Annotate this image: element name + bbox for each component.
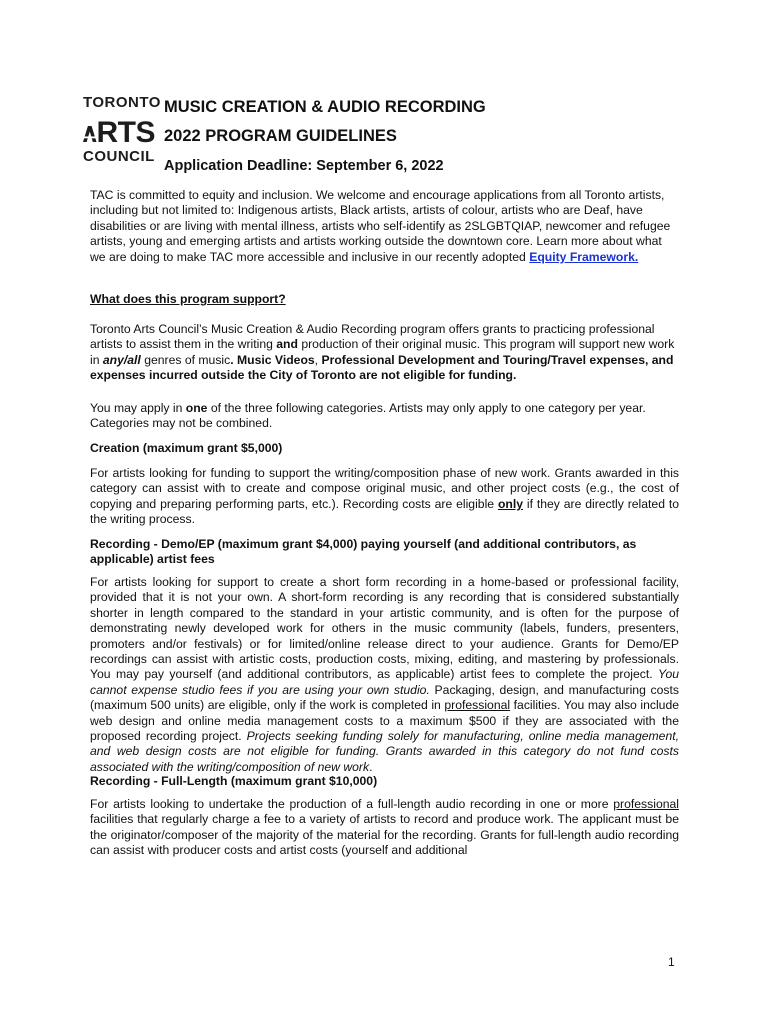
- support-not-eligible: Professional Development and Touring/Travel expenses, and expenses incurred outside the City of Toronto are not eligible for funding.: [90, 352, 674, 383]
- logo-text-rts: RTS: [96, 116, 155, 149]
- support-and-emphasis: and: [276, 337, 298, 352]
- categories-text-2: of the three following categories. Artists may only apply to one category per year. Categories may not be combined.: [90, 401, 646, 431]
- demo-text-1: For artists looking for support to create a short form recording in a home-based or professional facility, provided that it is not your own. A short-form recording is any recording that is considered substantially shorter in length compared to the standard in your artistic community, and is often for the purpose of demonstrating newly developed work for others in the music community (labels, funders, presenters, promoters and/or festivals) or for limited/online release direct to your audience. Grants for Demo/EP recordings can assist with artistic costs, production costs, mixing, editing, and mastering by professionals. You may pay yourself (and additional contributors, as applicable) artist fees to complete the project.: [90, 575, 679, 682]
- demo-professional: professional: [444, 698, 511, 713]
- demo-text-3: facilities. You may also include web design and online media management costs to a maximum $500 if they are associated with the proposed recording project.: [90, 698, 679, 744]
- equity-text: TAC is committed to equity and inclusion. We welcome and encourage applications from all Toronto artists, including but not limited to: Indigenous artists, Black artists, artists of colour, artists who are Deaf, have disabilities or are living with mental illness, artists who self-identify as 2SLGBTQIAP, newcomer and refugee artists, young and emerging artists and artists working outside the downtown core. Learn more about what we are doing to make TAC more accessible and inclusive in our recently adopted: [90, 188, 671, 264]
- categories-paragraph: [90, 401, 679, 441]
- document-header: [164, 93, 486, 176]
- equity-framework-link[interactable]: Equity Framework.: [529, 249, 639, 264]
- support-paragraph: [90, 322, 679, 401]
- creation-paragraph: [90, 466, 679, 537]
- full-professional: professional: [613, 797, 679, 811]
- support-text-3: genres of music: [140, 352, 231, 367]
- demo-studio-note: You cannot expense studio fees if you are using your own studio.: [90, 667, 679, 697]
- document-subtitle: 2022 PROGRAM GUIDELINES: [164, 127, 397, 145]
- creation-text-2: if they are directly related to the writing process.: [90, 496, 680, 527]
- creation-only: only: [497, 496, 523, 511]
- page-number: 1: [668, 955, 675, 969]
- logo-arts-row: [83, 113, 155, 147]
- equity-paragraph: [90, 188, 679, 292]
- demo-text-2: Packaging, design, and manufacturing costs (maximum 500 units) are eligible, only if the work is completed in: [90, 682, 680, 713]
- support-genres-emphasis: any/all: [102, 352, 141, 367]
- full-length-heading: Recording - Full-Length (maximum grant $10,000): [90, 774, 378, 788]
- demo-ineligible-note: Projects seeking funding solely for manufacturing, online media management, and web design costs are not eligible for funding. Grants awarded in this category do not fund costs associated with the writing/composition of new work: [90, 729, 679, 774]
- support-comma: ,: [314, 352, 322, 367]
- arts-a-icon: [83, 121, 97, 147]
- categories-text-1: You may apply in: [90, 401, 186, 415]
- full-text-2: facilities that regularly charge a fee to a variety of artists to record and produce work. The applicant must be the originator/composer of the majority of the material for the recording. Grants for full-length audio recording can assist with producer costs and artist costs (yourself and additional: [90, 812, 679, 858]
- categories-one: one: [185, 401, 208, 415]
- document-title: MUSIC CREATION & AUDIO RECORDING: [164, 98, 486, 116]
- document-body: [90, 188, 679, 859]
- demo-paragraph: [90, 575, 679, 774]
- demo-heading: Recording - Demo/EP (maximum grant $4,000) paying yourself (and additional contributors, as applicable) artist fees: [90, 537, 637, 567]
- support-heading: What does this program support?: [90, 292, 286, 306]
- creation-text-1: For artists looking for funding to support the writing/composition phase of new work. Grants awarded in this category can assist with to create and compose original music, and other project costs (e.g., the cost of copying and preparing performing parts, etc.). Recording costs are eligible: [90, 466, 679, 511]
- support-music-videos: . Music Videos: [230, 352, 315, 367]
- application-deadline: Application Deadline: September 6, 2022: [164, 158, 444, 174]
- toronto-arts-council-logo: [83, 94, 161, 165]
- full-length-paragraph: [90, 797, 679, 859]
- logo-text-toronto: TORONTO: [83, 94, 161, 111]
- support-text-1: Toronto Arts Council’s Music Creation & Audio Recording program offers grants to practicing professional artists to assist them in the writing: [90, 322, 655, 352]
- full-text-1: For artists looking to undertake the production of a full-length audio recording in one or more: [90, 797, 614, 811]
- demo-period: .: [369, 759, 373, 774]
- support-text-2: production of their original music. This program will support new work in: [90, 337, 675, 367]
- logo-text-council: COUNCIL: [83, 148, 155, 165]
- creation-heading: Creation (maximum grant $5,000): [90, 441, 283, 455]
